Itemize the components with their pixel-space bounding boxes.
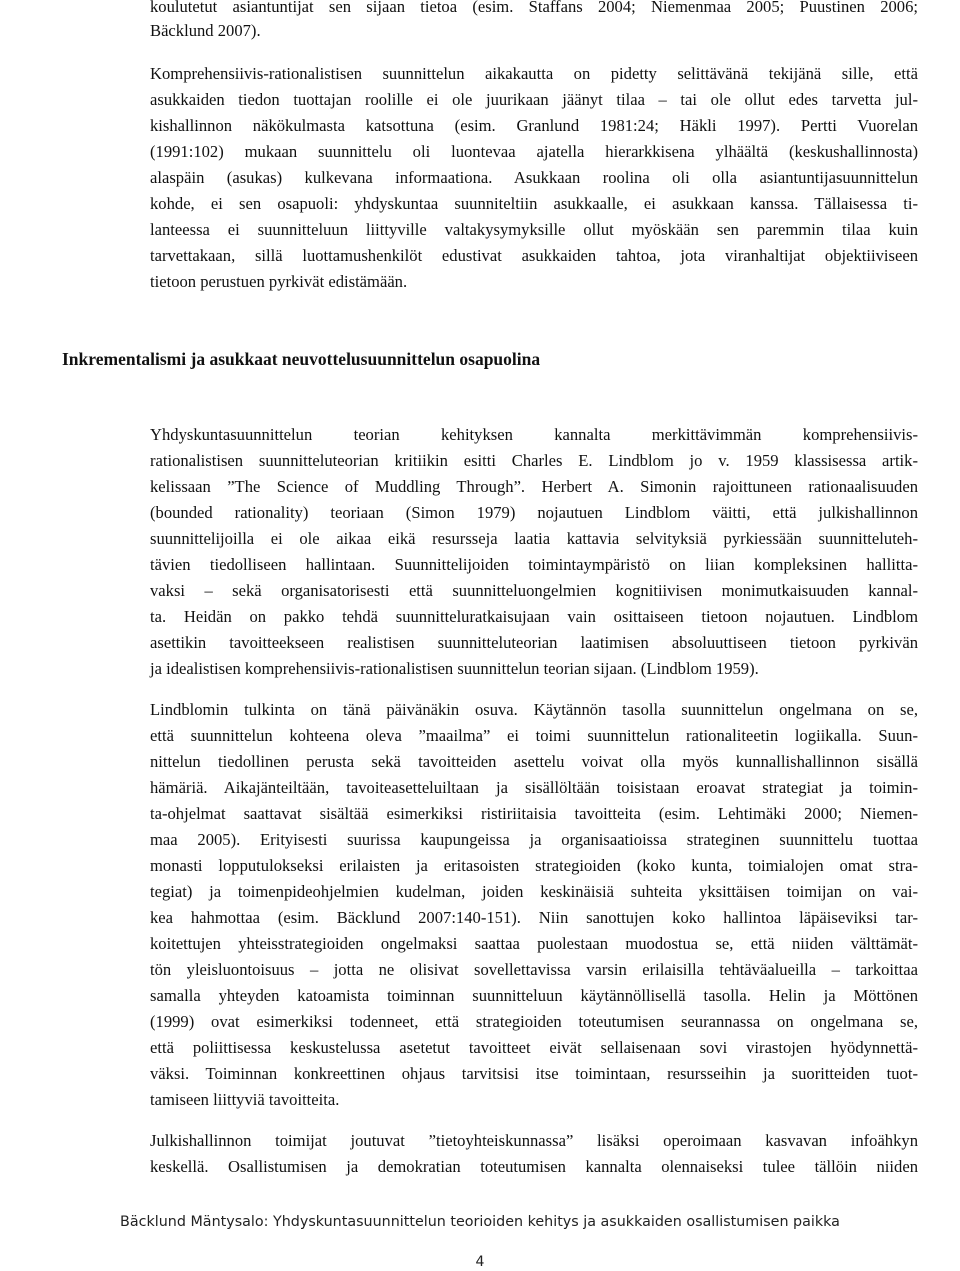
text-line: ta-ohjelmat saattavat sisältää esimerkiksi ristiriitaisia tavoitteita (esim. Lehtimäki 2000; Niemen- [150,804,918,823]
text-line: tävien tiedolliseen hallintaan. Suunnittelijoiden toimintaympäristö on liian kompleksinen hallitta- [150,555,918,574]
text-line: väksi. Toiminnan konkreettinen ohjaus tarvitsisi itse toimintaan, resursseihin ja suoritteiden tuot- [150,1064,918,1083]
text-line: monasti lopputulokseksi erilaisten ja eritasoisten strategioiden (koko kunta, toimialojen omat stra- [150,856,918,875]
text-line: vaksi – sekä organisatorisesti että suunnitteluongelmien kognitiivisen monimutkaisuuden kannal- [150,581,918,600]
text-line: samalla yhteyden katoamista toiminnan suunnitteluun käytännöllisellä tasolla. Helin ja Möttönen [150,986,918,1005]
section-heading: Inkrementalismi ja asukkaat neuvottelusuunnittelun osapuolina [62,349,541,369]
text-line: asettikin tavoitteekseen realistisen suunnitteluteorian laatimisen absoluuttiseen tietoon pyrkivän [150,633,918,652]
text-line: nittelun tiedollinen perusta sekä tavoitteiden asettelu voivat olla myös kunnallishallinnon sisällä [150,752,918,771]
text-line: lanteessa ei suunnitteluun liittyville valtakysymyksille ollut myöskään sen paremmin tilaa kuin [150,220,918,239]
text-line: Lindblomin tulkinta on tänä päivänäkin osuva. Käytännön tasolla suunnittelun ongelmana on se, [150,700,918,719]
text-line: kelissaan ”The Science of Muddling Through”. Herbert A. Simonin rajoittuneen rationaalisuuden [150,477,918,496]
text-line: alaspäin (asukas) kulkevana informaationa. Asukkaan roolina oli olla asiantuntijasuunnittelun [150,168,918,187]
text-line: asukkaiden tiedon tuottajan roolille ei ole juurikaan jäänyt tilaa – tai ole ollut edes tarvetta jul- [150,90,918,109]
text-line: suunnittelijoilla ei ole aikaa eikä resursseja laatia kattavia selvityksiä pyrkiessään suunnitteluteh- [150,529,918,548]
text-line: ja idealistisen komprehensiivis-rationalistisen suunnittelun teorian sijaan. (Lindblom 1959). [150,659,759,678]
text-line: koulutetut asiantuntijat sen sijaan tietoa (esim. Staffans 2004; Niemenmaa 2005; Puustinen 2006; [150,0,918,16]
text-line: (1991:102) mukaan suunnittelu oli luontevaa ajatella hierarkkisena ylhäältä (keskushallinnosta) [150,142,918,161]
text-line: Yhdyskuntasuunnittelun teorian kehityksen kannalta merkittävimmän komprehensiivis- [150,425,918,444]
text-line: koitettujen yhteisstrategioiden ongelmaksi saattaa puolestaan muodostua se, että niiden välttämät- [150,934,918,953]
text-line: kea hahmottaa (esim. Bäcklund 2007:140-151). Niin sanottujen koko hallintoa läpäiseviksi tar- [150,908,918,927]
text-line: Julkishallinnon toimijat joutuvat ”tietoyhteiskunnassa” lisäksi operoimaan kasvavan infoähkyn [150,1131,918,1150]
text-line: ta. Heidän on pakko tehdä suunnitteluratkaisujaan vain osittaiseen tietoon nojautuen. Lindblom [150,607,918,626]
page-footer: Bäcklund Mäntysalo: Yhdyskuntasuunnittelun teorioiden kehitys ja asukkaiden osallistumisen paikka [120,1214,840,1230]
text-line: keskellä. Osallistumisen ja demokratian toteutumisen kannalta olennaiseksi tulee tällöin niiden [150,1157,918,1176]
text-line: hämäriä. Aikajänteiltään, tavoiteasetteluiltaan ja sisällöltään toisistaan eroavat strategiat ja toimin- [150,778,918,797]
text-line: tamiseen liittyviä tavoitteita. [150,1090,340,1109]
text-line: kishallinnon näkökulmasta katsottuna (esim. Granlund 1981:24; Häkli 1997). Pertti Vuorelan [150,116,918,135]
text-line: tegiat) ja toimenpideohjelmien kudelman, joiden keskinäisiä suhteita yksittäisen toimijan on vai- [150,882,918,901]
text-line: maa 2005). Erityisesti suurissa kaupungeissa ja organisaatioissa strateginen suunnittelu tuottaa [150,830,918,849]
text-line: kohde, ei sen osapuoli: yhdyskuntaa suunniteltiin asukkaalle, ei asukkaan kanssa. Tällaisessa ti- [150,194,918,213]
text-line: (bounded rationality) teoriaan (Simon 1979) nojautuen Lindblom väitti, että julkishallinnon [150,503,918,522]
text-line: Komprehensiivis-rationalistisen suunnittelun aikakautta on pidetty selittävänä tekijänä sille, että [150,64,918,83]
text-line: rationalistisen suunnitteluteorian kritiikin esitti Charles E. Lindblom jo v. 1959 klassisessa artik- [150,451,918,470]
text-line: tarvettakaan, sillä luottamushenkilöt edustivat asukkaiden tahtoa, jota viranhaltijat objektiiviseen [150,246,918,265]
text-line: Bäcklund 2007). [150,21,261,40]
text-line: että poliittisessa keskustelussa asetetut tavoitteet eivät sellaisenaan sovi virastojen hyödynnettä- [150,1038,918,1057]
text-line: tietoon perustuen pyrkivät edistämään. [150,272,408,291]
text-line: että suunnittelun kohteena oleva ”maailma” ei toimi suunnittelun rationaliteetin logiikalla. Suun- [150,726,918,745]
text-line: tön yleisluontoisuus – jotta ne olisivat sovellettavissa varsin erilaisilla tehtäväalueilla – tarkoittaa [150,960,918,979]
page-number: 4 [475,1254,485,1270]
text-line: (1999) ovat esimerkiksi todenneet, että strategioiden toteutumisen seurannassa on ongelmana se, [150,1012,918,1031]
